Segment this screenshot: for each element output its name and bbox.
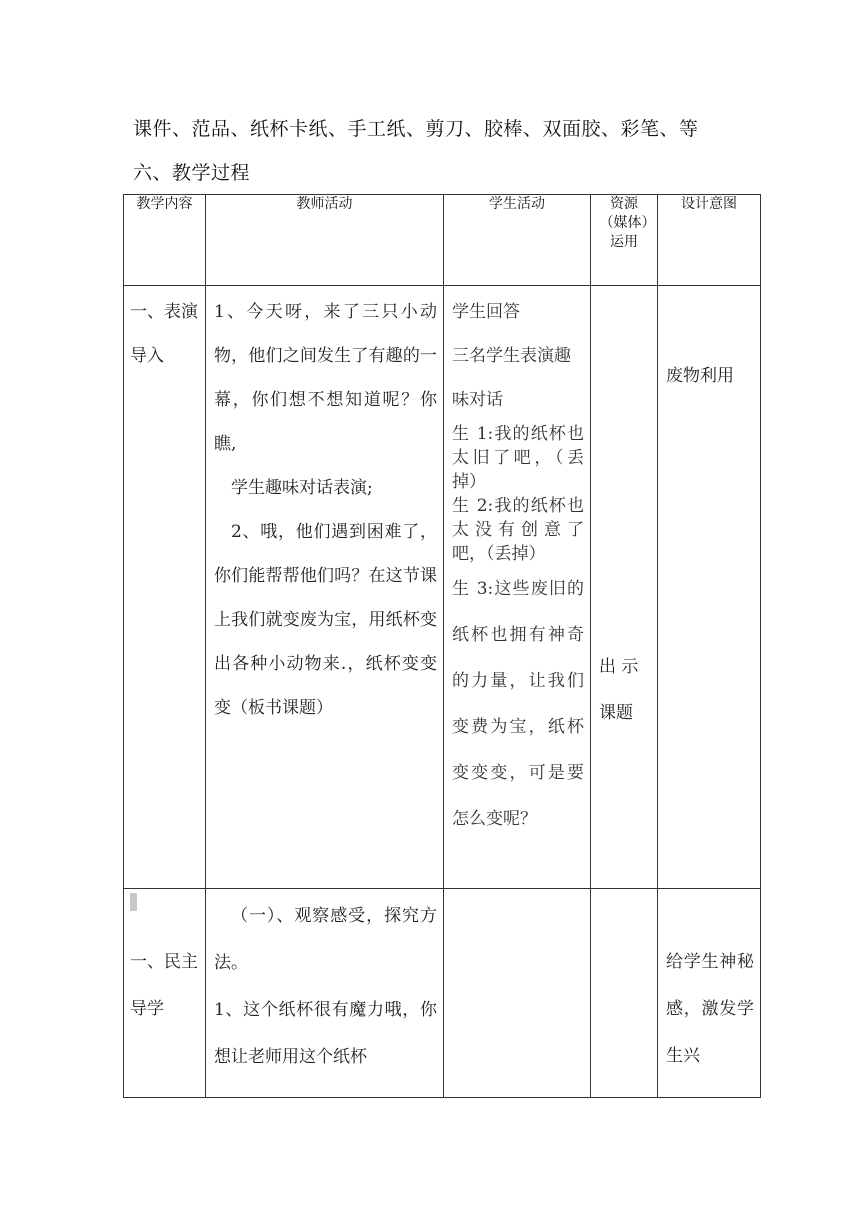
row1-content: 一、表演导入 xyxy=(124,286,206,889)
row2-design-intent: 给学生神秘感，激发学生兴 xyxy=(658,889,761,1098)
row1-teacher-activity: 1、今天呀，来了三只小动物，他们之间发生了有趣的一幕，你们想不想知道呢？你瞧, 学生趣味对话表演; 2、哦，他们遇到困难了，你们能帮帮他们吗？在这节课上我们就变废为宝，用纸杯变出各种小动物来.，纸杯变变变（板书课题） xyxy=(206,286,444,889)
row2-resource xyxy=(591,889,658,1098)
row1-design-intent: 废物利用 xyxy=(658,286,761,889)
row1-resource: 出 示课题 xyxy=(591,286,658,889)
text-cursor-mark xyxy=(130,893,137,911)
materials-line: 课件、范品、纸杯卡纸、手工纸、剪刀、胶棒、双面胶、彩笔、等 xyxy=(133,118,699,140)
header-resource: 资源（媒体）运用 xyxy=(591,195,658,286)
table-row xyxy=(124,286,761,889)
row1-student-activity: 学生回答 三名学生表演趣味对话 生 1:我的纸杯也太旧了吧，（丢掉） 生 2:我的纸杯也太没有创意了吧，（丢掉） 生 3:这些废旧的纸杯也拥有神奇的力量，让我们变费为宝，纸杯变变变，可是要怎么变呢？ xyxy=(444,286,591,889)
header-content: 教学内容 xyxy=(124,195,206,286)
header-teacher: 教师活动 xyxy=(206,195,444,286)
row2-teacher-activity: （一）、观察感受，探究方法。 1、这个纸杯很有魔力哦，你想让老师用这个纸杯 xyxy=(206,889,444,1098)
teaching-process-table xyxy=(123,194,761,1098)
table-header-row xyxy=(124,195,761,286)
header-student: 学生活动 xyxy=(444,195,591,286)
section-title: 六、教学过程 xyxy=(133,162,251,184)
row2-content: 一、民主导学 xyxy=(124,889,206,1098)
table-row xyxy=(124,889,761,1098)
header-intent: 设计意图 xyxy=(658,195,761,286)
row2-student-activity xyxy=(444,889,591,1098)
